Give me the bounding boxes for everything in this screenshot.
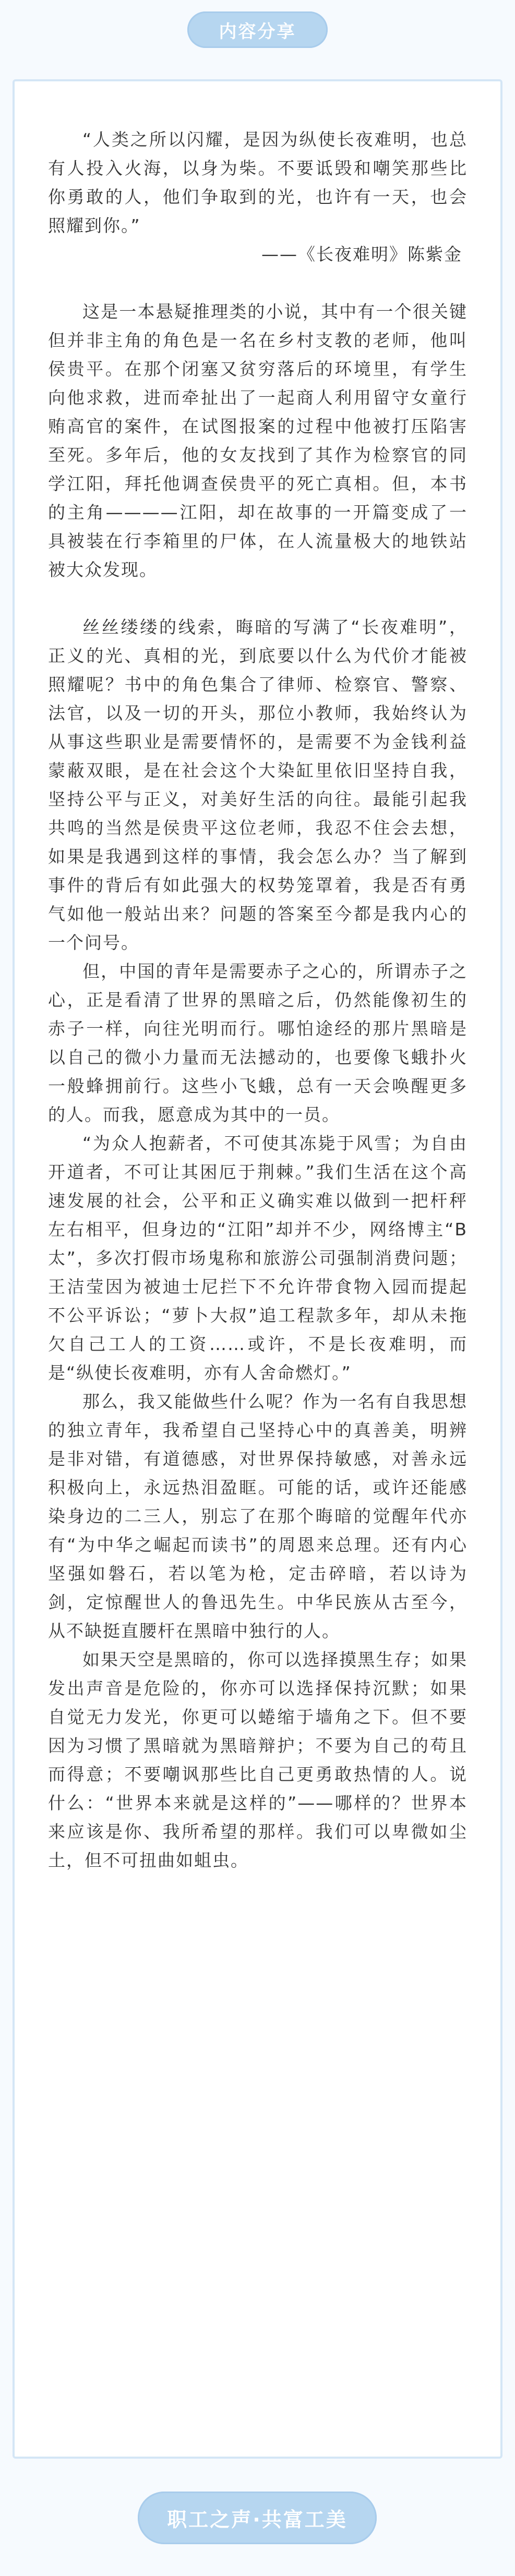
paragraph-6: 如果天空是黑暗的，你可以选择摸黑生存；如果发出声音是危险的，你亦可以选择保持沉默；如果自觉无力发光，你更可以蜷缩于墙角之下。但不要因为习惯了黑暗就为黑暗辩护；不要为自己的苟且而得意；不要嘲讽那些比自己更勇敢热情的人。说什么：“世界本来就是这样的”——哪样的？世界本来应该是你、我所希望的那样。我们可以卑微如尘土，但不可扭曲如蛆虫。 bbox=[48, 1649, 468, 1870]
paragraph-5: 那么，我又能做些什么呢？作为一名有自我思想的独立青年，我希望自己坚持心中的真善美，明辨是非对错，有道德感，对世界保持敏感，对善永远积极向上，永远热泪盈眶。可能的话，或许还能感染身边的二三人，别忘了在那个晦暗的觉醒年代亦有“为中华之崛起而读书”的周恩来总理。还有内心坚强如磐石，若以笔为枪，定击碎暗，若以诗为剑，定惊醒世人的鲁迅先生。中华民族从古至今，从不缺挺直腰杆在黑暗中独行的人。 bbox=[48, 1391, 468, 1641]
paragraph-2: 丝丝缕缕的线索，晦暗的写满了“长夜难明”，正义的光、真相的光，到底要以什么为代价才能被照耀呢？书中的角色集合了律师、检察官、警察、法官，以及一切的开头，那位小教师，我始终认为从事这些职业是需要情怀的，是需要不为金钱利益蒙蔽双眼，是在社会这个大染缸里依旧坚持自我，坚持公平与正义，对美好生活的向往。最能引起我共鸣的当然是侯贵平这位老师，我忍不住会去想，如果是我遇到这样的事情，我会怎么办？当了解到事件的背后有如此强大的权势笼罩着，我是否有勇气如他一般站出来？问题的答案至今都是我内心的一个问号。 bbox=[48, 617, 468, 953]
spacer bbox=[48, 584, 468, 613]
quote-attribution: ——《长夜难明》陈紫金 bbox=[261, 244, 462, 264]
footer-label: 职工之声·共富工美 bbox=[167, 2508, 348, 2531]
section-header-badge bbox=[187, 11, 328, 48]
opening-quote: “人类之所以闪耀，是因为纵使长夜难明，也总有人投入火海，以身为柴。不要诋毁和嘲笑那些比你勇敢的人，他们争取到的光，也许有一天，也会照耀到你。” bbox=[48, 129, 468, 236]
article-content bbox=[48, 125, 468, 1875]
footer-badge bbox=[138, 2492, 377, 2544]
paragraph-3: 但，中国的青年是需要赤子之心的，所谓赤子之心，正是看清了世界的黑暗之后，仍然能像初生的赤子一样，向往光明而行。哪怕途经的那片黑暗是以自己的微小力量而无法撼动的，也要像飞蛾扑火一般蜂拥前行。这些小飞蛾，总有一天会唤醒更多的人。而我，愿意成为其中的一员。 bbox=[48, 961, 468, 1125]
paragraph-1: 这是一本悬疑推理类的小说，其中有一个很关键但并非主角的角色是一名在乡村支教的老师，他叫侯贵平。在那个闭塞又贫穷落后的环境里，有学生向他求救，进而牵扯出了一起商人利用留守女童行贿高官的案件，在试图报案的过程中他被打压陷害至死。多年后，他的女友找到了其作为检察官的同学江阳，拜托他调查侯贵平的死亡真相。但，本书的主角————江阳，却在故事的一开篇变成了一具被装在行李箱里的尸体，在人流量极大的地铁站被大众发现。 bbox=[48, 301, 468, 580]
spacer bbox=[48, 269, 468, 297]
paragraph-4: “为众人抱薪者，不可使其冻毙于风雪；为自由开道者，不可让其困厄于荆棘。”我们生活在这个高速发展的社会，公平和正义确实难以做到一把杆秤左右相平，但身边的“江阳”却并不少，网络博主“B太”，多次打假市场鬼称和旅游公司强制消费问题；王洁莹因为被迪士尼拦下不允许带食物入园而提起不公平诉讼；“萝卜大叔”追工程款多年，却从未拖欠自己工人的工资……或许，不是长夜难明，而是“纵使长夜难明，亦有人舍命燃灯。” bbox=[48, 1133, 468, 1383]
section-header-title: 内容分享 bbox=[219, 21, 296, 42]
